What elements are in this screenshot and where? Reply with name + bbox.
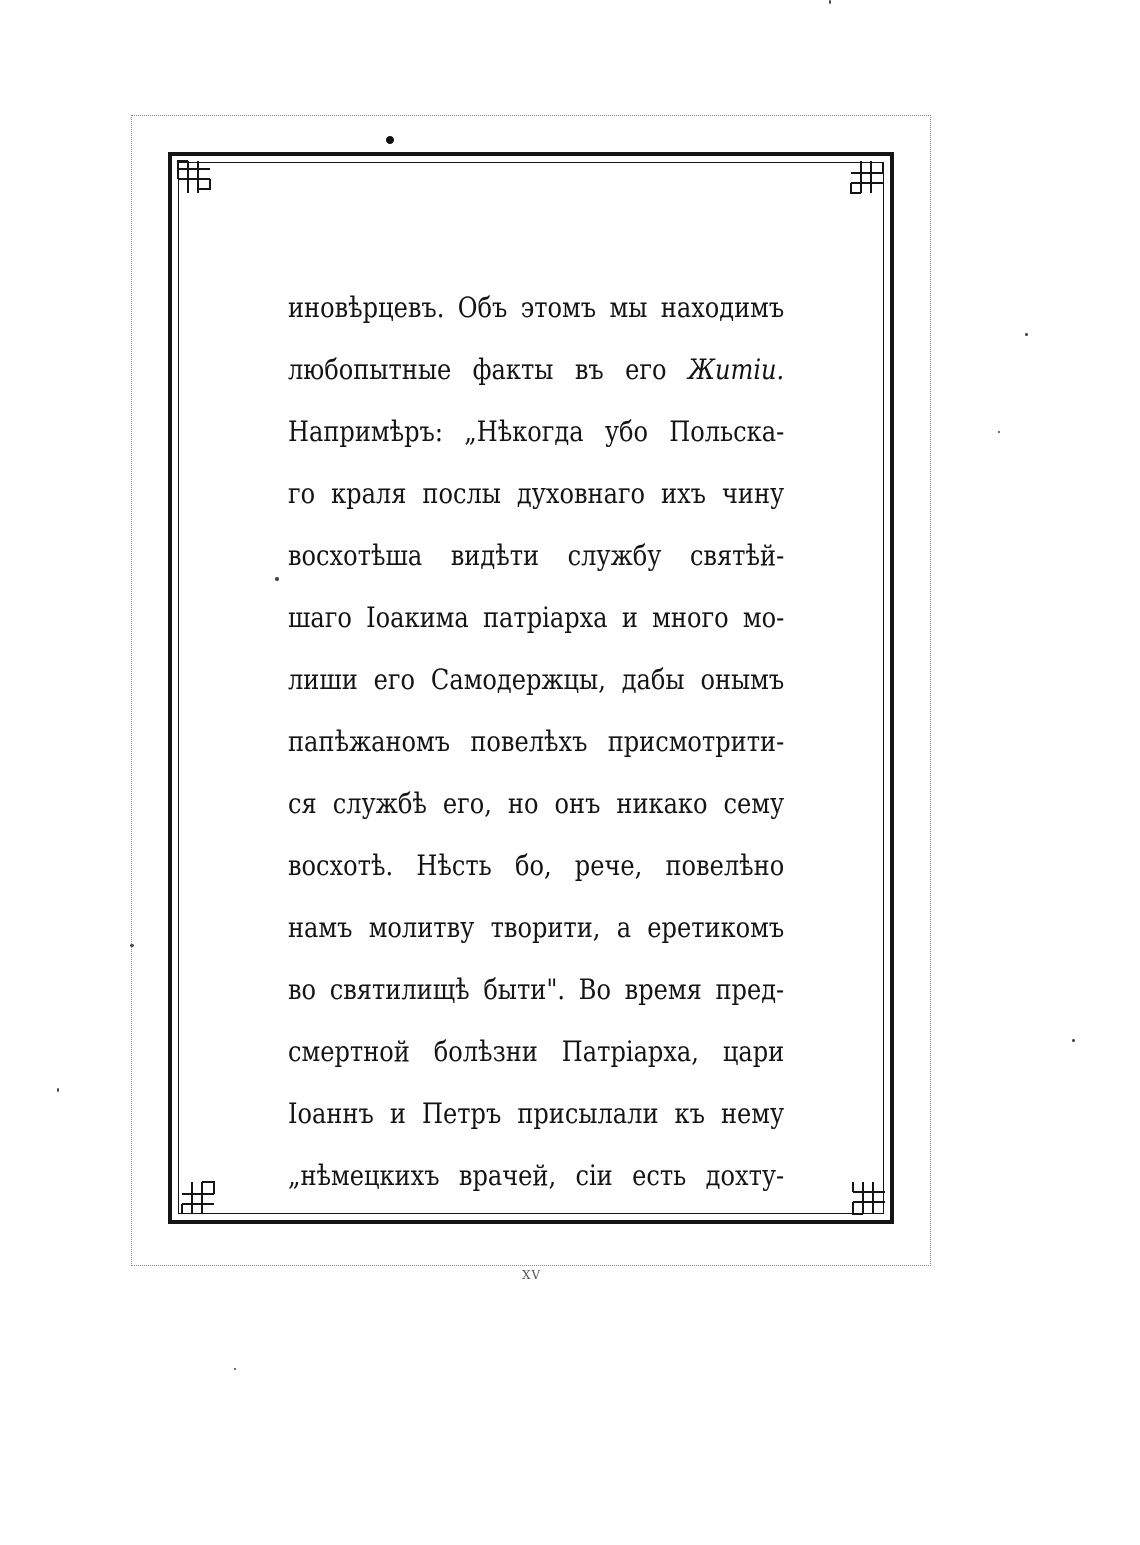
word: чину [722, 477, 785, 510]
word: службу [567, 539, 662, 572]
word: намъ [288, 911, 353, 944]
print-speck [998, 431, 1000, 433]
word: видѣти [450, 539, 540, 572]
print-speck [130, 944, 134, 947]
text-line [288, 474, 784, 536]
word: и [621, 601, 638, 634]
word: святилищѣ [329, 973, 470, 1006]
word: повелѣно [665, 849, 785, 882]
word: восхотѣша [288, 539, 423, 572]
word: убо [604, 415, 649, 448]
print-speck [1025, 333, 1028, 336]
word: Объ [457, 291, 508, 324]
word: Нѣсть [416, 849, 492, 882]
word: Іоаннъ [288, 1097, 374, 1130]
word: любопытные [288, 353, 452, 386]
print-speck [829, 0, 831, 4]
word: его [625, 353, 667, 386]
word: „Нѣкогда [464, 415, 584, 448]
word: послы [422, 477, 501, 510]
word: сему [723, 787, 785, 820]
page-number: XV [522, 1268, 542, 1282]
text-line [288, 350, 784, 412]
word: находимъ [660, 291, 785, 324]
word: его [373, 663, 416, 696]
text-line [288, 1156, 784, 1218]
text-line [288, 412, 784, 474]
word: ихъ [661, 477, 707, 510]
word: молитву [368, 911, 475, 944]
text-line [288, 536, 784, 598]
word: Польска- [669, 415, 785, 448]
word: врачей, [458, 1159, 557, 1192]
text-line [288, 598, 784, 660]
word: время [624, 973, 702, 1006]
word: сіи [575, 1159, 613, 1192]
word: творити, [490, 911, 601, 944]
corner-ornament-top-right [849, 159, 885, 195]
word: Патріарха, [561, 1035, 699, 1068]
text-line [288, 288, 784, 350]
printer-dot-mark [386, 136, 394, 144]
word: факты [472, 353, 554, 386]
word: повелѣхъ [470, 725, 588, 758]
text-line [288, 722, 784, 784]
word: мы [609, 291, 648, 324]
word: рече, [574, 849, 643, 882]
word: шаго [288, 601, 352, 634]
word: службѣ [332, 787, 427, 820]
corner-ornament-bottom-right [851, 1180, 887, 1216]
word: дохту- [705, 1159, 785, 1192]
word: духовнаго [516, 477, 646, 510]
word: бо, [514, 849, 552, 882]
word: его, [442, 787, 492, 820]
word: го [288, 477, 316, 510]
word: дабы [621, 663, 685, 696]
corner-ornament-top-left [176, 159, 212, 195]
word: много [652, 601, 729, 634]
word: цари [722, 1035, 785, 1068]
corner-ornament-bottom-left [180, 1180, 216, 1216]
word: во [288, 973, 317, 1006]
body-text [288, 288, 784, 1218]
text-line [288, 660, 784, 722]
word: присылали [517, 1097, 659, 1130]
word: онъ [554, 787, 601, 820]
word: папѣжаномъ [288, 725, 451, 758]
word: святѣй- [689, 539, 785, 572]
word: присмотрити- [607, 725, 785, 758]
text-line [288, 1032, 784, 1094]
text-line [288, 970, 784, 1032]
word: краля [331, 477, 407, 510]
word: пред- [715, 973, 785, 1006]
word: къ [674, 1097, 705, 1130]
word: этомъ [520, 291, 597, 324]
word: лиши [288, 663, 358, 696]
word: но [507, 787, 539, 820]
text-line [288, 908, 784, 970]
text-line [288, 1094, 784, 1156]
text-line [288, 846, 784, 908]
word: иновѣрцевъ. [288, 291, 445, 324]
word: Напримѣръ: [288, 415, 443, 448]
text-line [288, 784, 784, 846]
word: ся [288, 787, 317, 820]
print-speck [1072, 1039, 1075, 1042]
word: быти". [483, 973, 566, 1006]
print-speck [275, 577, 279, 581]
print-speck [234, 1368, 236, 1370]
word: никако [616, 787, 708, 820]
word: а [616, 911, 632, 944]
word-italic: Житіи. [687, 353, 785, 386]
word: Во [578, 973, 611, 1006]
word: онымъ [700, 663, 785, 696]
word: и [389, 1097, 406, 1130]
word: патріарха [482, 601, 608, 634]
word: есть [632, 1159, 687, 1192]
word: „нѣмецкихъ [288, 1159, 440, 1192]
word: нему [720, 1097, 785, 1130]
word: Петръ [421, 1097, 502, 1130]
word: болѣзни [433, 1035, 538, 1068]
word: мо- [742, 601, 785, 634]
word: восхотѣ. [288, 849, 394, 882]
word: Іоакима [366, 601, 469, 634]
print-speck [57, 1088, 59, 1092]
word: смертной [288, 1035, 410, 1068]
word: еретикомъ [647, 911, 785, 944]
word: въ [574, 353, 604, 386]
word: Самодержцы, [430, 663, 606, 696]
